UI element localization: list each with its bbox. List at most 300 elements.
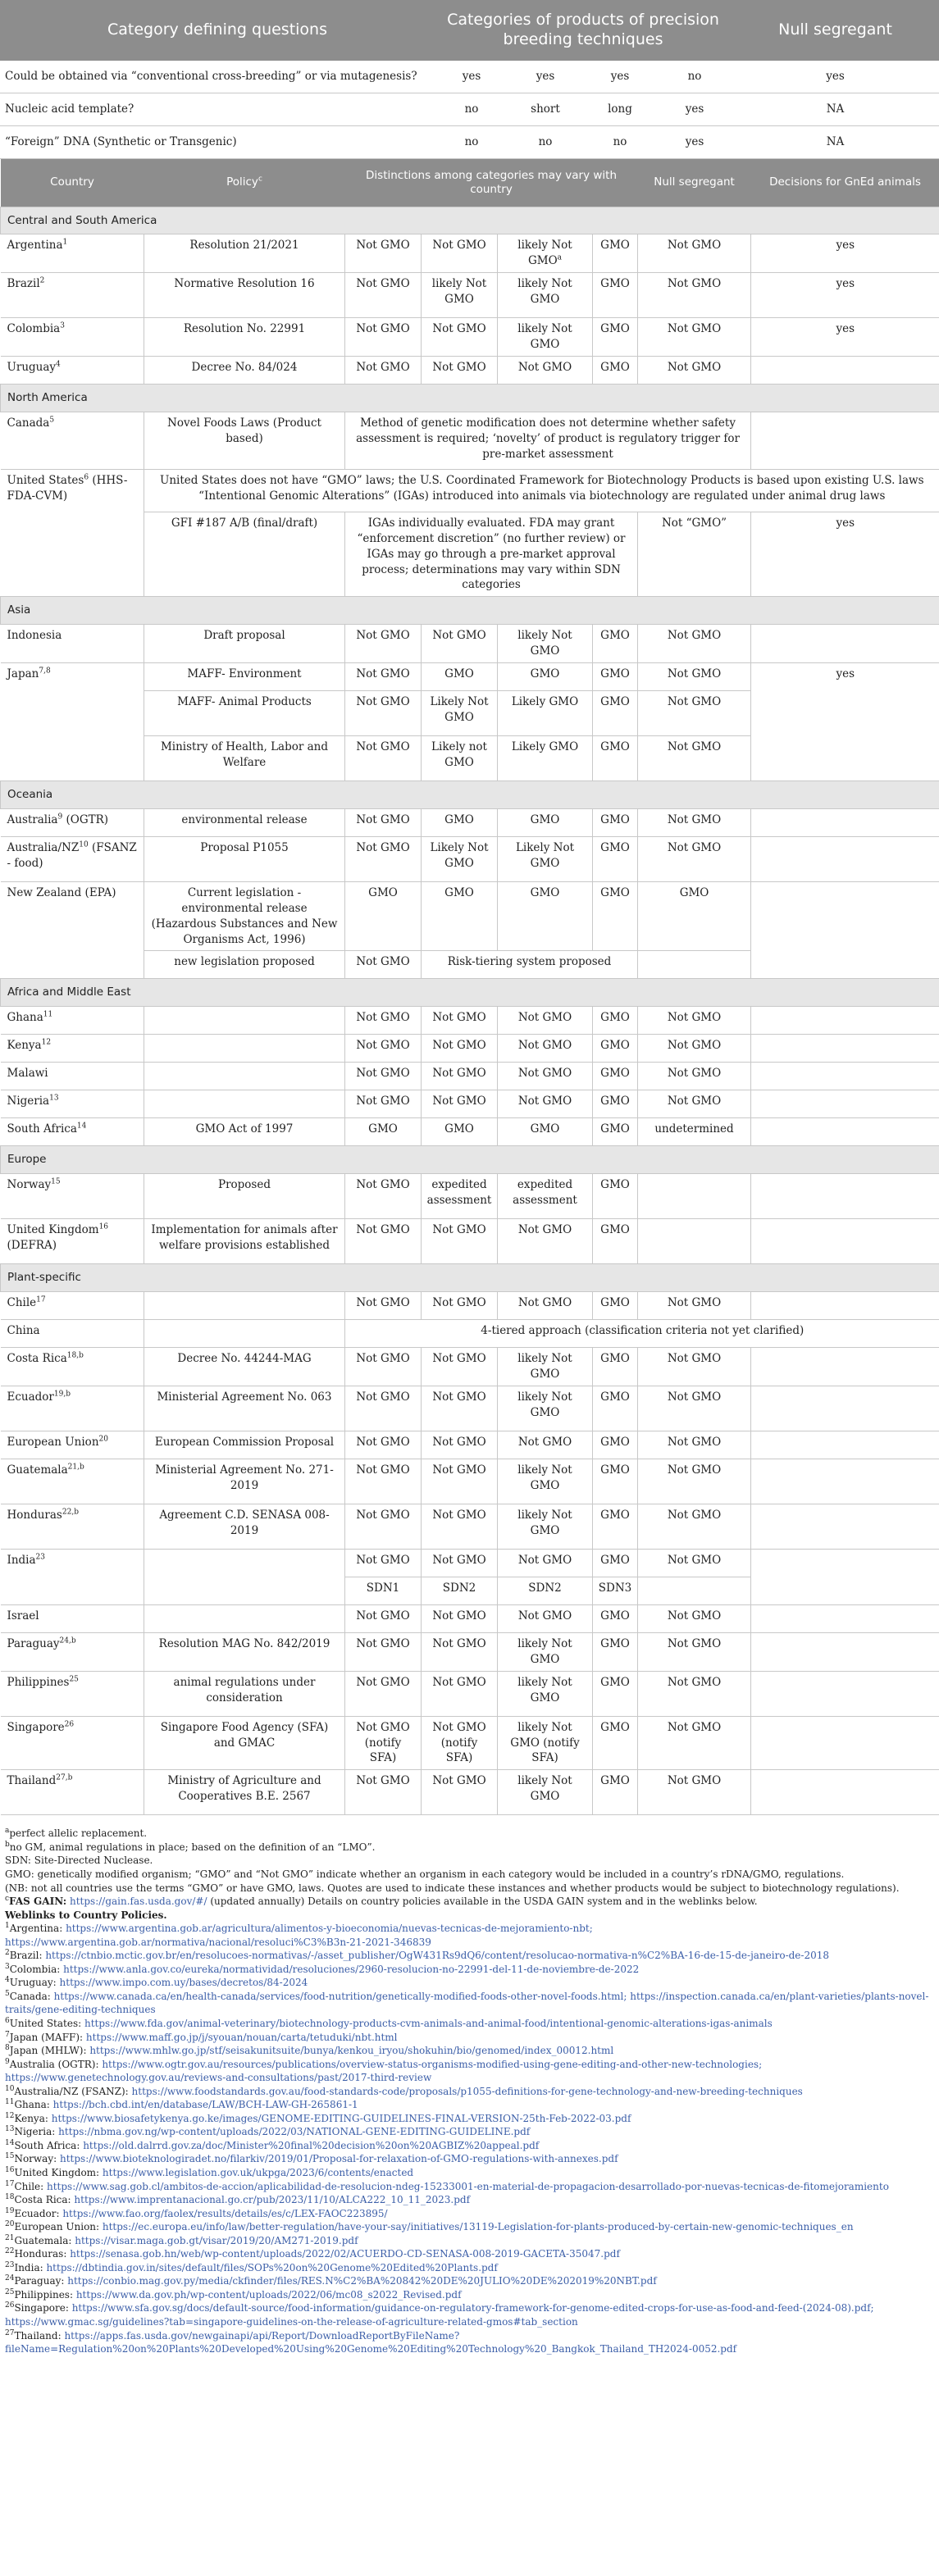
weblink-url[interactable]: https://www.impo.com.uy/bases/decretos/84-2024 — [59, 1977, 308, 1989]
country-row-israel — [1, 1604, 939, 1632]
decision-cell: yes — [751, 512, 939, 596]
sdn1-cell: GMO — [345, 881, 422, 951]
sdn1-cell: Not GMO — [345, 1348, 422, 1386]
decision-cell — [751, 1459, 939, 1504]
weblink-item: $^{17}$Chile: https://www.sag.gob.cl/ambitos-de-accion/aplicabilidad-de-resolucion-ndeg-15233001-en-material-de-propagacion-desarrollado-por-nuevas-tecnicas-de-fitomejoramiento — [5, 2179, 889, 2192]
country-name: Philippines$^{25}$ — [1, 1671, 144, 1716]
transgenic-cell: GMO — [593, 1386, 638, 1431]
policy-cell: GFI #187 A/B (final/draft) — [144, 512, 345, 596]
weblink-item: $^8$Japan (MHLW): https://www.mhlw.go.jp/stf/seisakunitsuite/bunya/kenkou_iryou/shokuhin/bio/genomed/index_00012.html — [5, 2044, 614, 2057]
null-cell: Not GMO — [638, 1671, 751, 1716]
country-name: Ecuador$^{19,b}$ — [1, 1386, 144, 1431]
transgenic-cell: GMO — [593, 1118, 638, 1146]
category-questions-table — [0, 0, 939, 159]
weblink-item: $^{24}$Paraguay: https://conbio.mag.gov.py/media/ckfinder/files/RES.N%C2%BA%20842%20DE%20JULIO%20DE%202019%20NBT.pdf — [5, 2274, 657, 2287]
transgenic-cell: GMO — [593, 1063, 638, 1090]
transgenic-cell: GMO — [593, 318, 638, 357]
country-row-nigeria — [1, 1090, 939, 1118]
policy-cell: Proposal P1055 — [144, 836, 345, 881]
transgenic-cell: GMO — [593, 1174, 638, 1219]
policy-cell: Current legislation -environmental release (Hazardous Substances and New Organisms Act, 1996) — [144, 881, 345, 951]
header-questions: Category defining questions — [0, 0, 435, 61]
country-name: Japan$^{7,8}$ — [1, 662, 144, 781]
answer-cell: yes — [508, 61, 582, 93]
weblink-item: $^2$Brazil: https://ctnbio.mctic.gov.br/en/resolucoes-normativas/-/asset_publisher/OgW431Rs9dQ6/content/resolucao-normativa-n%C2%BA-16-de-15-de-janeiro-de-2018 — [5, 1949, 830, 1962]
weblink-url[interactable]: https://www.fao.org/faolex/results/details/es/c/LEX-FAOC223895/ — [62, 2207, 388, 2219]
policy-cell — [144, 1549, 345, 1604]
country-row-japan-environment — [1, 662, 939, 690]
null-cell: Not GMO — [638, 1632, 751, 1671]
decision-cell — [751, 1549, 939, 1604]
weblink-url[interactable]: https://bch.cbd.int/en/database/LAW/BCH-LAW-GH-265861-1 — [52, 2099, 358, 2111]
sdn2-cell: Likely Not GMO — [422, 836, 498, 881]
sdn3-cell: likely Not GMO — [498, 1386, 593, 1431]
sdn3-cell: likely Not GMO$^a$ — [498, 234, 593, 273]
header-categories: Categories of products of precision breeding techniques — [435, 0, 732, 61]
decision-cell — [751, 625, 939, 663]
policy-cell: Draft proposal — [144, 625, 345, 663]
country-policy-table — [0, 159, 939, 1815]
null-cell: Not GMO — [638, 318, 751, 357]
weblink-url[interactable]: https://ctnbio.mctic.gov.br/en/resolucoes-normativas/-/asset_publisher/OgW431Rs9dQ6/content/resolucao-normativa-n%C2%BA-16-de-15-de-janeiro-de-2018 — [45, 1950, 830, 1962]
sdn1-cell: Not GMO — [345, 234, 422, 273]
country-row-brazil — [1, 273, 939, 318]
country-name: Singapore$^{26}$ — [1, 1716, 144, 1770]
sdn1-cell: Not GMO — [345, 356, 422, 384]
weblink-url[interactable]: https://www.mhlw.go.jp/stf/seisakunitsuite/bunya/kenkou_iryou/shokuhin/bio/genomed/index_00012.html — [89, 2045, 614, 2057]
sdn2-cell: GMO — [422, 808, 498, 836]
question-row — [0, 93, 939, 126]
sdn3-cell: likely Not GMO — [498, 1459, 593, 1504]
null-cell — [638, 951, 751, 979]
transgenic-cell: GMO — [593, 1504, 638, 1549]
weblink-item: $^{20}$European Union: https://ec.europa.eu/info/law/better-regulation/have-your-say/initiatives/13119-Legislation-for-plants-produced-by-certain-new-genomic-techniques_en — [5, 2220, 854, 2233]
sdn3-cell: GMO — [498, 808, 593, 836]
null-cell: Not GMO — [638, 1770, 751, 1815]
null-cell: Not GMO — [638, 735, 751, 781]
country-name: Israel — [1, 1604, 144, 1632]
sdn1-cell: Not GMO — [345, 1386, 422, 1431]
region-heading: Plant-specific — [1, 1264, 939, 1292]
country-row-kenya — [1, 1035, 939, 1063]
decision-cell — [751, 1007, 939, 1035]
weblink-url[interactable]: https://ec.europa.eu/info/law/better-regulation/have-your-say/initiatives/13119-Legislation-for-plants-produced-by-certain-new-genomic-techniques_en — [102, 2221, 854, 2233]
transgenic-cell: GMO — [593, 662, 638, 690]
sdn3-cell: likely Not GMO (notify SFA) — [498, 1716, 593, 1770]
country-row-uruguay — [1, 356, 939, 384]
sdn-label-cell: SDN3 — [593, 1577, 638, 1604]
note-cell: IGAs individually evaluated. FDA may grant “enforcement discretion” (no further review) or IGAs may go through a pre-market approval process; determinations may vary within SDN categories — [345, 512, 638, 596]
header-null-segregant-2: Null segregant — [638, 159, 751, 207]
sdn1-cell: Not GMO — [345, 808, 422, 836]
weblink-item: $^{14}$South Africa: https://old.dalrrd.gov.za/doc/Minister%20final%20decision%20on%20AGBIZ%20appeal.pdf — [5, 2138, 540, 2151]
sdn2-cell: Not GMO — [422, 356, 498, 384]
answer-cell: no — [508, 126, 582, 159]
country-name: Canada$^5$ — [1, 412, 144, 469]
weblinks-list — [5, 1922, 934, 2356]
answer-cell: no — [582, 126, 658, 159]
footnote-gmo: GMO: genetically modified organism; “GMO” and “Not GMO” indicate whether an organism in each category would be included in a country’s rDNA/GMO, regulations. — [5, 1868, 845, 1880]
null-cell — [638, 1219, 751, 1264]
sdn1-cell: Not GMO — [345, 1007, 422, 1035]
question-text: Nucleic acid template? — [0, 93, 435, 126]
sdn2-cell: Not GMO — [422, 1504, 498, 1549]
question-row — [0, 61, 939, 93]
null-cell: Not GMO — [638, 662, 751, 690]
country-row-australia-nz — [1, 836, 939, 881]
weblinks-title: Weblinks to Country Policies. — [5, 1909, 167, 1921]
sdn2-cell: Not GMO (notify SFA) — [422, 1716, 498, 1770]
transgenic-cell: GMO — [593, 1770, 638, 1815]
policy-cell — [144, 1007, 345, 1035]
sdn1-cell: Not GMO — [345, 951, 422, 979]
sdn1-cell: Not GMO — [345, 273, 422, 318]
weblink-url[interactable]: https://www.ogtr.gov.au/resources/publications/overview-status-organisms-modified-using-gene-editing-and-other-new-technologies; https://www.genetechnology.gov.au/reviews-and-consultations/past/2017-third-review — [5, 2058, 763, 2084]
country-row-costa-rica — [1, 1348, 939, 1386]
weblink-item: $^4$Uruguay: https://www.impo.com.uy/bases/decretos/84-2024 — [5, 1976, 308, 1989]
sdn2-cell: Likely Not GMO — [422, 690, 498, 735]
sdn1-cell: Not GMO — [345, 1431, 422, 1459]
country-name: Colombia$^3$ — [1, 318, 144, 357]
country-name: Ghana$^{11}$ — [1, 1007, 144, 1035]
sdn2-cell: Not GMO — [422, 1386, 498, 1431]
sdn2-cell: Not GMO — [422, 1632, 498, 1671]
decision-cell: yes — [751, 662, 939, 781]
sdn3-cell: Not GMO — [498, 1090, 593, 1118]
answer-cell: long — [582, 93, 658, 126]
decision-cell — [751, 1386, 939, 1431]
region-heading: Europe — [1, 1146, 939, 1174]
country-name: India$^{23}$ — [1, 1549, 144, 1604]
sdn1-cell: Not GMO — [345, 836, 422, 881]
null-cell: Not GMO — [638, 1431, 751, 1459]
transgenic-cell: GMO — [593, 1604, 638, 1632]
answer-cell: yes — [732, 61, 939, 93]
weblink-url[interactable]: https://www.da.gov.ph/wp-content/uploads/2022/06/mc08_s2022_Revised.pdf — [75, 2288, 462, 2301]
weblink-url[interactable]: https://old.dalrrd.gov.za/doc/Minister%20final%20decision%20on%20AGBIZ%20appeal.pdf — [83, 2139, 540, 2151]
weblink-item: $^{18}$Costa Rica: https://www.imprentanacional.go.cr/pub/2023/11/10/ALCA222_10_11_2023.pdf — [5, 2193, 471, 2206]
weblink-url[interactable]: https://www.biosafetykenya.go.ke/images/GENOME-EDITING-GUIDELINES-FINAL-VERSION-25th-Feb-2022-03.pdf — [51, 2112, 631, 2124]
decision-cell — [751, 356, 939, 384]
header-null-segregant: Null segregant — [732, 0, 939, 61]
sdn3-cell: likely Not GMO — [498, 1348, 593, 1386]
policy-cell: Proposed — [144, 1174, 345, 1219]
transgenic-cell: GMO — [593, 1459, 638, 1504]
weblink-url[interactable]: https://www.fda.gov/animal-veterinary/biotechnology-products-cvm-animals-and-animal-food/intentional-genomic-alterations-igas-animals — [84, 2017, 773, 2029]
weblink-item: $^{16}$United Kingdom: https://www.legislation.gov.uk/ukpga/2023/6/contents/enacted — [5, 2166, 414, 2178]
country-name: China — [1, 1320, 144, 1348]
transgenic-cell: GMO — [593, 1007, 638, 1035]
country-name: Chile$^{17}$ — [1, 1292, 144, 1320]
transgenic-cell: GMO — [593, 808, 638, 836]
sdn1-cell: Not GMO — [345, 1459, 422, 1504]
sdn3-cell: Not GMO — [498, 1431, 593, 1459]
policy-cell — [144, 1063, 345, 1090]
weblink-item: $^{15}$Norway: https://www.bioteknologiradet.no/filarkiv/2019/01/Proposal-for-relaxation-of-GMO-regulations-with-annexes.pdf — [5, 2152, 618, 2165]
policy-cell — [144, 1090, 345, 1118]
sdn1-cell: Not GMO — [345, 1504, 422, 1549]
sdn2-cell: Not GMO — [422, 1671, 498, 1716]
note-cell: Method of genetic modification does not determine whether safety assessment is required; ‘novelty’ of product is regulatory trigger for pre-market assessment — [345, 412, 751, 469]
weblink-item: $^{22}$Honduras: https://senasa.gob.hn/web/wp-content/uploads/2022/02/ACUERDO-CD-SENASA-008-2019-GACETA-35047.pdf — [5, 2247, 620, 2260]
weblink-url[interactable]: https://www.bioteknologiradet.no/filarkiv/2019/01/Proposal-for-relaxation-of-GMO-regulations-with-annexes.pdf — [59, 2153, 618, 2165]
policy-cell: Resolution 21/2021 — [144, 234, 345, 273]
decision-cell — [751, 1770, 939, 1815]
weblink-url[interactable]: https://www.sfa.gov.sg/docs/default-source/food-information/guidance-on-regulatory-framework-for-genome-edited-crops-for-use-as-food-and-feed-(2024-08).pdf; https://www.gmac.sg/guidelines?tab=singapore-guidelines-on-the-release-of-agriculture-related-gmos#tab_section — [5, 2302, 874, 2328]
country-row-colombia — [1, 318, 939, 357]
transgenic-cell: GMO — [593, 1632, 638, 1671]
country-name: Indonesia — [1, 625, 144, 663]
answer-cell: yes — [658, 126, 732, 159]
weblink-item: $^9$Australia (OGTR): https://www.ogtr.gov.au/resources/publications/overview-status-organisms-modified-using-gene-editing-and-other-new-technologies; https://www.genetechnology.gov.au/reviews-and-consultations/past/2017-third-review — [5, 2057, 763, 2084]
sdn3-cell: likely Not GMO — [498, 318, 593, 357]
sdn2-cell: expedited assessment — [422, 1174, 498, 1219]
decision-cell — [751, 1292, 939, 1320]
decision-cell — [751, 1063, 939, 1090]
country-name: South Africa$^{14}$ — [1, 1118, 144, 1146]
country-row-india — [1, 1549, 939, 1577]
country-row-united-kingdom — [1, 1219, 939, 1264]
null-cell: Not GMO — [638, 1007, 751, 1035]
answer-cell: short — [508, 93, 582, 126]
header-decisions: Decisions for GnEd animals — [751, 159, 939, 207]
decision-cell — [751, 1671, 939, 1716]
decision-cell — [751, 412, 939, 469]
null-cell: Not GMO — [638, 1035, 751, 1063]
sdn2-cell: Not GMO — [422, 1007, 498, 1035]
weblink-url[interactable]: https://www.imprentanacional.go.cr/pub/2023/11/10/ALCA222_10_11_2023.pdf — [74, 2194, 471, 2206]
sdn2-cell: Not GMO — [422, 1348, 498, 1386]
decision-cell — [751, 836, 939, 881]
region-heading: North America — [1, 384, 939, 412]
null-cell: Not GMO — [638, 1549, 751, 1577]
country-row-malawi — [1, 1063, 939, 1090]
sdn3-cell: Likely GMO — [498, 735, 593, 781]
decision-cell — [751, 1219, 939, 1264]
sdn1-cell: Not GMO — [345, 1632, 422, 1671]
weblink-url[interactable]: https://senasa.gob.hn/web/wp-content/uploads/2022/02/ACUERDO-CD-SENASA-008-2019-GACETA-35047.pdf — [70, 2248, 620, 2260]
sdn3-cell: GMO — [498, 881, 593, 951]
sdn3-cell: likely Not GMO — [498, 1770, 593, 1815]
sdn2-cell: Not GMO — [422, 1219, 498, 1264]
decision-cell — [751, 808, 939, 836]
null-cell: Not GMO — [638, 808, 751, 836]
sdn1-cell: Not GMO — [345, 1292, 422, 1320]
weblink-item: $^{25}$Philippines: https://www.da.gov.ph/wp-content/uploads/2022/06/mc08_s2022_Revised.pdf — [5, 2287, 462, 2301]
transgenic-cell: GMO — [593, 1219, 638, 1264]
weblink-url[interactable]: https://nbma.gov.ng/wp-content/uploads/2022/03/NATIONAL-GENE-EDITING-GUIDELINE.pdf — [58, 2126, 531, 2138]
answer-cell: yes — [658, 93, 732, 126]
note-cell: Risk-tiering system proposed — [422, 951, 638, 979]
sdn3-cell: Likely Not GMO — [498, 836, 593, 881]
null-cell: Not GMO — [638, 356, 751, 384]
sdn1-cell: Not GMO — [345, 1671, 422, 1716]
weblink-item: $^6$United States: https://www.fda.gov/animal-veterinary/biotechnology-products-cvm-animals-and-animal-food/intentional-genomic-alterations-igas-animals — [5, 2016, 773, 2029]
sdn3-cell: GMO — [498, 1118, 593, 1146]
policy-cell: Ministry of Health, Labor and Welfare — [144, 735, 345, 781]
note-cell: United States does not have “GMO” laws; the U.S. Coordinated Framework for Biotechnology Products is based upon existing U.S. laws “Intentional Genomic Alterations” (IGAs) introduced into animals via biotechnology are regulated under animal drug laws — [144, 469, 939, 512]
fas-gain-link[interactable]: https://gain.fas.usda.gov/#/ — [70, 1896, 207, 1908]
decision-cell — [751, 1504, 939, 1549]
country-name: Norway$^{15}$ — [1, 1174, 144, 1219]
null-cell: GMO — [638, 881, 751, 951]
country-row-united-states — [1, 469, 939, 512]
policy-cell: GMO Act of 1997 — [144, 1118, 345, 1146]
transgenic-cell: GMO — [593, 881, 638, 951]
transgenic-cell: GMO — [593, 836, 638, 881]
answer-cell: no — [435, 126, 508, 159]
sdn2-cell: Not GMO — [422, 1549, 498, 1577]
sdn1-cell: Not GMO — [345, 1219, 422, 1264]
sdn2-cell: Not GMO — [422, 1090, 498, 1118]
null-cell: Not GMO — [638, 1386, 751, 1431]
decision-cell — [751, 1090, 939, 1118]
sdn1-cell: Not GMO — [345, 1090, 422, 1118]
footnote-a: $^a$perfect allelic replacement. — [5, 1827, 148, 1840]
header-policy: Policy$^c$ — [144, 159, 345, 207]
country-name: Australia$^9$ (OGTR) — [1, 808, 144, 836]
country-row-norway — [1, 1174, 939, 1219]
weblink-item: $^{10}$Australia/NZ (FSANZ): https://www.foodstandards.gov.au/food-standards-code/proposals/p1055-definitions-for-gene-technology-and-new-breeding-techniques — [5, 2084, 803, 2097]
country-name: European Union$^{20}$ — [1, 1431, 144, 1459]
weblink-item: $^{11}$Ghana: https://bch.cbd.int/en/database/LAW/BCH-LAW-GH-265861-1 — [5, 2098, 358, 2111]
weblink-item: $^3$Colombia: https://www.anla.gov.co/eureka/normatividad/resoluciones/2960-resolucion-no-22991-del-11-de-noviembre-de-2022 — [5, 1962, 640, 1975]
weblink-item: $^{12}$Kenya: https://www.biosafetykenya.go.ke/images/GENOME-EDITING-GUIDELINES-FINAL-VERSION-25th-Feb-2022-03.pdf — [5, 2111, 631, 2124]
policy-cell: Ministerial Agreement No. 271-2019 — [144, 1459, 345, 1504]
weblink-item: $^5$Canada: https://www.canada.ca/en/health-canada/services/food-nutrition/genetically-modified-foods-other-novel-foods.html; https://inspection.canada.ca/en/plant-varieties/plants-novel-traits/gene-editing-techniques — [5, 1989, 929, 2016]
decision-cell — [751, 1604, 939, 1632]
policy-cell: European Commission Proposal — [144, 1431, 345, 1459]
weblink-item: $^{26}$Singapore: https://www.sfa.gov.sg/docs/default-source/food-information/guidance-on-regulatory-framework-for-genome-edited-crops-for-use-as-food-and-feed-(2024-08).pdf; https://www.gmac.sg/guidelines?tab=singapore-guidelines-on-the-release-of-agriculture-related-gmos#tab_section — [5, 2301, 874, 2328]
country-row-guatemala — [1, 1459, 939, 1504]
sdn2-cell: GMO — [422, 881, 498, 951]
footnotes — [0, 1815, 939, 2362]
decision-cell — [751, 1174, 939, 1219]
weblink-item: $^7$Japan (MAFF): https://www.maff.go.jp/j/syouan/nouan/carta/tetuduki/nbt.html — [5, 2030, 398, 2043]
sdn1-cell: Not GMO — [345, 662, 422, 690]
null-cell: Not GMO — [638, 273, 751, 318]
null-cell: Not GMO — [638, 836, 751, 881]
transgenic-cell: GMO — [593, 735, 638, 781]
weblink-item: $^{13}$Nigeria: https://nbma.gov.ng/wp-content/uploads/2022/03/NATIONAL-GENE-EDITING-GUIDELINE.pdf — [5, 2125, 531, 2138]
policy-cell: Novel Foods Laws (Product based) — [144, 412, 345, 469]
country-row-thailand — [1, 1770, 939, 1815]
country-row-australia — [1, 808, 939, 836]
region-heading: Oceania — [1, 781, 939, 808]
weblink-url[interactable]: https://conbio.mag.gov.py/media/ckfinder/files/RES.N%C2%BA%20842%20DE%20JULIO%20DE%202019%20NBT.pdf — [67, 2275, 657, 2287]
sdn3-cell: likely Not GMO — [498, 625, 593, 663]
sdn2-cell: Not GMO — [422, 625, 498, 663]
null-cell: Not GMO — [638, 1604, 751, 1632]
decision-cell — [751, 881, 939, 979]
sdn3-cell: Not GMO — [498, 1292, 593, 1320]
sdn2-cell: Not GMO — [422, 318, 498, 357]
answer-cell: no — [658, 61, 732, 93]
sdn2-cell: Not GMO — [422, 234, 498, 273]
answer-cell: yes — [435, 61, 508, 93]
null-cell: Not GMO — [638, 1063, 751, 1090]
decision-cell — [751, 1118, 939, 1146]
null-cell: undetermined — [638, 1118, 751, 1146]
weblink-url[interactable]: https://www.maff.go.jp/j/syouan/nouan/carta/tetuduki/nbt.html — [85, 2031, 398, 2043]
sdn1-cell: Not GMO — [345, 1770, 422, 1815]
country-row-european-union — [1, 1431, 939, 1459]
null-cell — [638, 1174, 751, 1219]
null-cell: Not GMO — [638, 1292, 751, 1320]
weblink-url[interactable]: https://www.canada.ca/en/health-canada/services/food-nutrition/genetically-modified-foods-other-novel-foods.html; https://inspection.canada.ca/en/plant-varieties/plants-novel-traits/gene-editing-techniques — [5, 1990, 929, 2016]
country-row-china — [1, 1320, 939, 1348]
country-name: Uruguay$^4$ — [1, 356, 144, 384]
weblink-url[interactable]: https://apps.fas.usda.gov/newgainapi/api/Report/DownloadReportByFileName?fileName=Regulation%20on%20Plants%20Developed%20Using%20Genome%20Editing%20Technology%20_Bangkok_Thailand_TH2024-0052.pdf — [5, 2329, 737, 2355]
null-cell: Not GMO — [638, 1090, 751, 1118]
transgenic-cell: GMO — [593, 1431, 638, 1459]
country-name: Paraguay$^{24,b}$ — [1, 1632, 144, 1671]
country-name: Australia/NZ$^{10}$ (FSANZ - food) — [1, 836, 144, 881]
null-cell — [638, 1577, 751, 1604]
sdn3-cell: likely Not GMO — [498, 1671, 593, 1716]
transgenic-cell: GMO — [593, 1348, 638, 1386]
sdn3-cell: likely Not GMO — [498, 1632, 593, 1671]
null-cell: Not GMO — [638, 1348, 751, 1386]
country-name: Guatemala$^{21,b}$ — [1, 1459, 144, 1504]
sdn1-cell: Not GMO — [345, 1063, 422, 1090]
sdn3-cell: Not GMO — [498, 1035, 593, 1063]
weblink-url[interactable]: https://dbtindia.gov.in/sites/default/files/SOPs%20on%20Genome%20Edited%20Plants.pdf — [46, 2261, 498, 2273]
null-cell: Not GMO — [638, 625, 751, 663]
weblink-url[interactable]: https://visar.maga.gob.gt/visar/2019/20/AM271-2019.pdf — [75, 2234, 358, 2246]
answer-cell: NA — [732, 126, 939, 159]
country-name: Nigeria$^{13}$ — [1, 1090, 144, 1118]
policy-cell — [144, 1604, 345, 1632]
footnote-b: $^b$no GM, animal regulations in place; based on the definition of an “LMO”. — [5, 1840, 376, 1853]
transgenic-cell: GMO — [593, 1035, 638, 1063]
country-row-honduras — [1, 1504, 939, 1549]
sdn1-cell: GMO — [345, 1118, 422, 1146]
weblink-url[interactable]: https://www.foodstandards.gov.au/food-standards-code/proposals/p1055-definitions-for-gene-technology-and-new-breeding-techniques — [131, 2085, 803, 2097]
sdn3-cell: Likely GMO — [498, 690, 593, 735]
policy-cell: Normative Resolution 16 — [144, 273, 345, 318]
sdn3-cell: Not GMO — [498, 1549, 593, 1577]
answer-cell: no — [435, 93, 508, 126]
weblink-url[interactable]: https://www.anla.gov.co/eureka/normatividad/resoluciones/2960-resolucion-no-22991-del-11-de-noviembre-de-2022 — [63, 1963, 640, 1975]
transgenic-cell: GMO — [593, 690, 638, 735]
question-row — [0, 126, 939, 159]
policy-cell: Ministry of Agriculture and Cooperatives B.E. 2567 — [144, 1770, 345, 1815]
country-row-south-africa — [1, 1118, 939, 1146]
weblink-url[interactable]: https://www.argentina.gob.ar/agricultura/alimentos-y-bioeconomia/nuevas-tecnicas-de-mejoramiento-nbt; https://www.argentina.gob.ar/normativa/nacional/resoluci%C3%B3n-21-2021-346839 — [5, 1923, 593, 1948]
country-name: Argentina$^1$ — [1, 234, 144, 273]
transgenic-cell: GMO — [593, 1671, 638, 1716]
sdn-label-cell: SDN2 — [422, 1577, 498, 1604]
country-row-united-states-gfi — [1, 512, 939, 596]
policy-cell: Decree No. 44244-MAG — [144, 1348, 345, 1386]
sdn1-cell: Not GMO — [345, 690, 422, 735]
sdn2-cell: GMO — [422, 1118, 498, 1146]
policy-cell: Resolution No. 22991 — [144, 318, 345, 357]
null-cell: Not GMO — [638, 1504, 751, 1549]
weblink-url[interactable]: https://www.legislation.gov.uk/ukpga/2023/6/contents/enacted — [102, 2167, 414, 2178]
policy-cell — [144, 1292, 345, 1320]
weblink-item: $^{21}$Guatemala: https://visar.maga.gob.gt/visar/2019/20/AM271-2019.pdf — [5, 2233, 358, 2246]
country-row-singapore — [1, 1716, 939, 1770]
sdn1-cell: Not GMO — [345, 625, 422, 663]
sdn3-cell: Not GMO — [498, 1219, 593, 1264]
weblink-url[interactable]: https://www.sag.gob.cl/ambitos-de-accion/aplicabilidad-de-resolucion-ndeg-15233001-en-material-de-propagacion-desarrollado-por-nuevas-tecnicas-de-fitomejoramiento — [47, 2180, 889, 2192]
country-row-argentina — [1, 234, 939, 273]
country-name-continued — [1, 512, 144, 596]
footnote-nb: (NB: not all countries use the terms “GMO” or have GMO, laws. Quotes are used to indicate these instances and whether products would be subject to biotechnology regulations). — [5, 1882, 900, 1894]
transgenic-cell: GMO — [593, 1090, 638, 1118]
